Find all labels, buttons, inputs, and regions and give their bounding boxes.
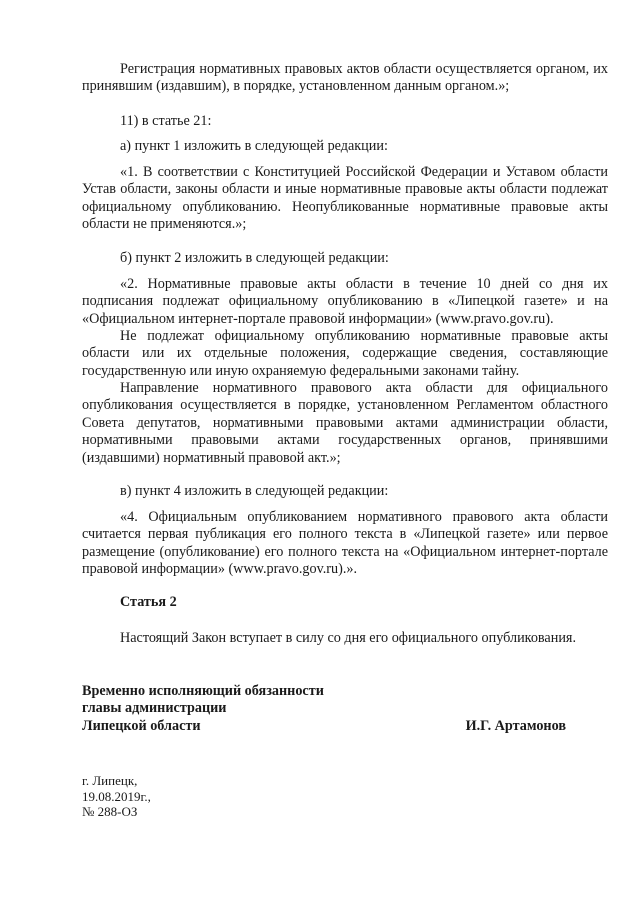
paragraph-registration: Регистрация нормативных правовых актов области осуществляется органом, их принявшим (издавшим), в порядке, установленном данным органом.»; <box>82 61 608 95</box>
article-2-text: Настоящий Закон вступает в силу со дня его официального опубликования. <box>120 630 576 646</box>
paragraph-point-2-intro: б) пункт 2 изложить в следующей редакции: <box>120 250 389 266</box>
document-footer <box>82 773 151 820</box>
signatory-name: И.Г. Артамонов <box>465 717 566 734</box>
paragraph-article-21: 11) в статье 21: <box>120 113 212 129</box>
paragraph-not-published: Не подлежат официальному опубликованию нормативные правовые акты области или их отдельные положения, содержащие сведения, составляющие государственную или иную охраняемую федеральными законами тайну. <box>82 328 608 379</box>
paragraph-point-4-text: «4. Официальным опубликованием нормативного правового акта области считается первая публикация его полного текста в «Липецкой газете» или первое размещение (опубликование) его полного текста на «Официальном интернет-портале правовой информации» (www.pravo.gov.ru).». <box>82 509 608 578</box>
paragraph-point-4-intro: в) пункт 4 изложить в следующей редакции: <box>120 483 389 499</box>
article-2-heading: Статья 2 <box>120 594 177 610</box>
signature-position-line-2: главы администрации <box>82 700 227 717</box>
paragraph-point-1-text: «1. В соответствии с Конституцией Российской Федерации и Уставом области Устав области, законы области и иные нормативные правовые акты области подлежат официальному опубликованию. Неопубликованные нормативные правовые акты области не применяются.»; <box>82 164 608 233</box>
paragraph-direction: Направление нормативного правового акта области для официального опубликования осуществляется в порядке, установленном Регламентом областного Совета депутатов, нормативными правовыми актами администрации области, нормативными правовыми актами государственных органов, принявшими (издавшими) нормативный правовой акт.»; <box>82 380 608 466</box>
footer-date: 19.08.2019г., <box>82 788 151 804</box>
signature-position-line-3: Липецкой области <box>82 717 201 734</box>
footer-city: г. Липецк, <box>82 773 138 788</box>
signature-block <box>82 683 608 735</box>
footer-number: № 288-ОЗ <box>82 804 138 820</box>
signature-position-line-1: Временно исполняющий обязанности <box>82 683 324 699</box>
paragraph-point-2-text: «2. Нормативные правовые акты области в течение 10 дней со дня их подписания подлежат официальному опубликованию в «Липецкой газете» и на «Официальном интернет-портале правовой информации» (www.pravo.gov.ru). <box>82 276 608 327</box>
paragraph-point-1-intro: а) пункт 1 изложить в следующей редакции: <box>120 138 388 154</box>
